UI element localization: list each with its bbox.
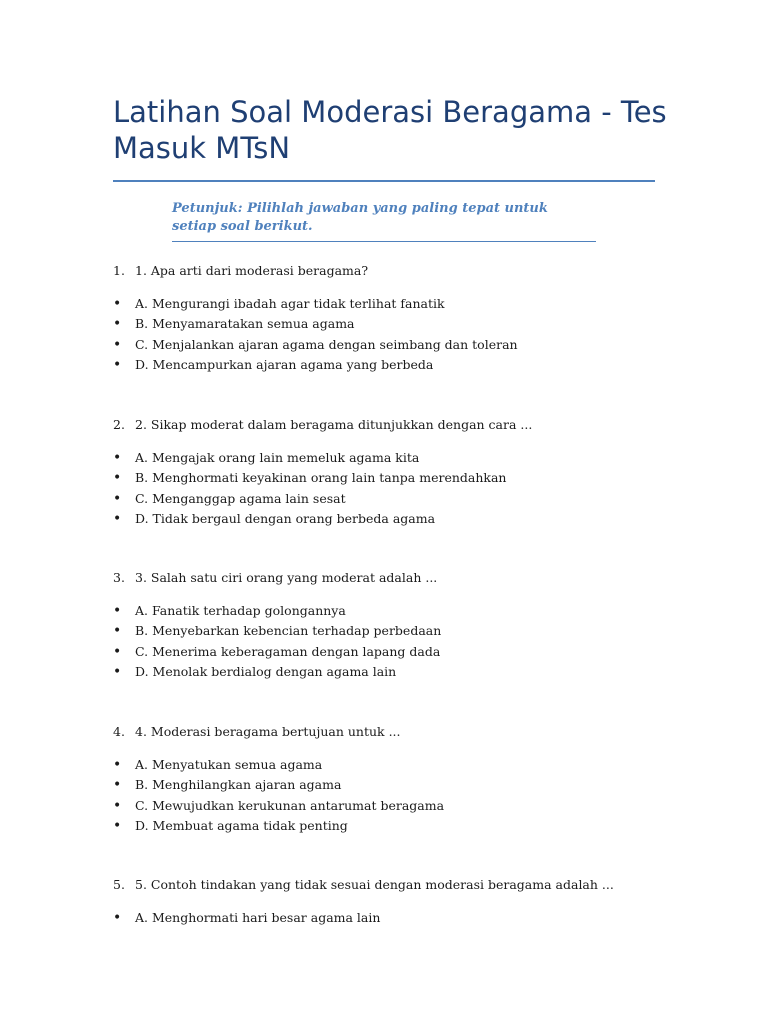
- question-4: [113, 723, 713, 741]
- option-item: • C. Mewujudkan kerukunan antarumat beragama: [113, 796, 713, 816]
- question-2: [113, 416, 713, 434]
- bullet-icon: •: [113, 910, 122, 926]
- option-item: • A. Mengurangi ibadah agar tidak terlihat fanatik: [113, 294, 713, 314]
- option-item: • B. Menghilangkan ajaran agama: [113, 775, 713, 795]
- options-list-3: [113, 601, 713, 682]
- bullet-icon: •: [113, 470, 122, 487]
- title-divider: [113, 180, 655, 182]
- bullet-icon: •: [113, 316, 122, 333]
- instructions-text: Petunjuk: Pilihlah jawaban yang paling tepat untuk setiap soal berikut.: [172, 201, 548, 234]
- option-item: • D. Mencampurkan ajaran agama yang berbeda: [113, 355, 713, 375]
- question-number: 2.: [113, 417, 125, 432]
- question-text: 4. Moderasi beragama bertujuan untuk ...: [135, 724, 401, 739]
- options-list-4: [113, 755, 713, 836]
- document-title: Latihan Soal Moderasi Beragama - Tes Masuk MTsN: [113, 95, 667, 165]
- option-item: • D. Menolak berdialog dengan agama lain: [113, 662, 713, 682]
- option-item: • D. Tidak bergaul dengan orang berbeda agama: [113, 509, 713, 529]
- option-item: • C. Menerima keberagaman dengan lapang dada: [113, 642, 713, 662]
- question-number: 4.: [113, 724, 125, 739]
- bullet-icon: •: [113, 336, 122, 353]
- question-number: 5.: [113, 877, 125, 892]
- question-1: [113, 262, 713, 280]
- bullet-icon: •: [113, 797, 122, 814]
- option-item: • B. Menghormati keyakinan orang lain tanpa merendahkan: [113, 468, 713, 488]
- option-item: • B. Menyebarkan kebencian terhadap perbedaan: [113, 621, 713, 641]
- bullet-icon: •: [113, 356, 122, 373]
- options-list-1: [113, 294, 713, 375]
- bullet-icon: •: [113, 623, 122, 640]
- bullet-icon: •: [113, 757, 122, 773]
- bullet-icon: •: [113, 603, 122, 619]
- bullet-icon: •: [113, 663, 122, 680]
- question-text: 3. Salah satu ciri orang yang moderat adalah ...: [135, 570, 438, 585]
- bullet-icon: •: [113, 296, 122, 312]
- options-list-2: [113, 448, 713, 529]
- option-item: • A. Mengajak orang lain memeluk agama kita: [113, 448, 713, 468]
- bullet-icon: •: [113, 777, 122, 794]
- question-text: 1. Apa arti dari moderasi beragama?: [135, 263, 369, 278]
- question-5: [113, 876, 713, 894]
- option-item: • A. Menghormati hari besar agama lain: [113, 908, 713, 928]
- option-item: • D. Membuat agama tidak penting: [113, 816, 713, 836]
- bullet-icon: •: [113, 490, 122, 507]
- question-text: 2. Sikap moderat dalam beragama ditunjukkan dengan cara ...: [135, 417, 533, 432]
- options-list-5: [113, 908, 713, 928]
- option-item: • C. Menjalankan ajaran agama dengan seimbang dan toleran: [113, 335, 713, 355]
- bullet-icon: •: [113, 510, 122, 527]
- bullet-icon: •: [113, 450, 122, 466]
- instructions-divider: [172, 241, 596, 242]
- option-item: • A. Fanatik terhadap golongannya: [113, 601, 713, 621]
- option-item: • A. Menyatukan semua agama: [113, 755, 713, 775]
- question-number: 1.: [113, 263, 125, 278]
- bullet-icon: •: [113, 817, 122, 834]
- question-number: 3.: [113, 570, 125, 585]
- option-item: • B. Menyamaratakan semua agama: [113, 314, 713, 334]
- bullet-icon: •: [113, 643, 122, 660]
- question-text: 5. Contoh tindakan yang tidak sesuai dengan moderasi beragama adalah ...: [135, 877, 614, 892]
- option-item: • C. Menganggap agama lain sesat: [113, 489, 713, 509]
- question-3: [113, 569, 713, 587]
